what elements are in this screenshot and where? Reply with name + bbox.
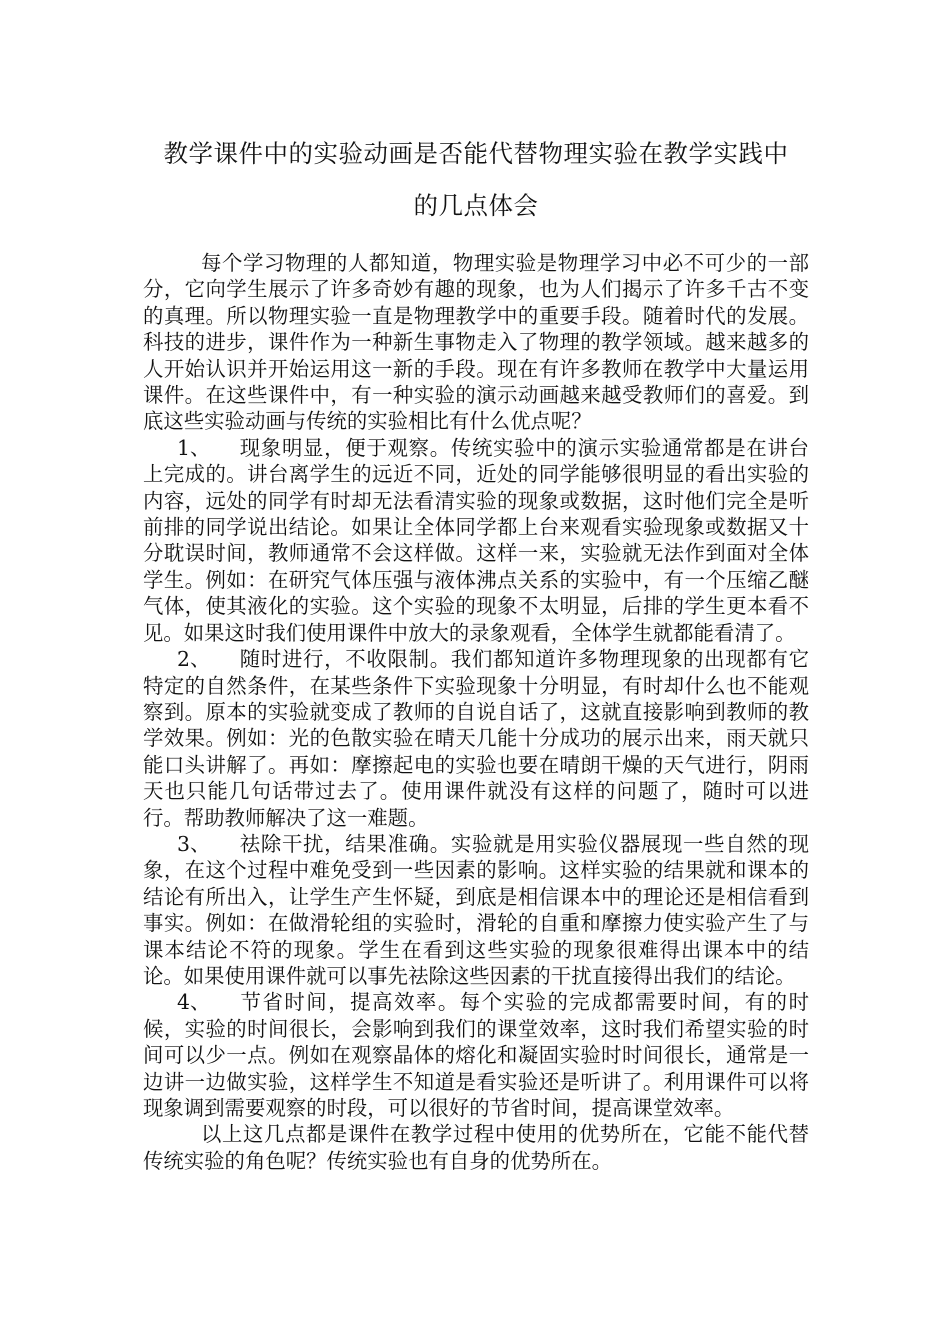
list-item-text: 现象明显，便于观察。传统实验中的演示实验通常都是在讲台上完成的。讲台离学生的远近不同，近处的同学能够很明显的看出实验的内容，远处的同学有时却无法看清实验的现象或数据，这时他们完全是听前排的同学说出结论。如果让全体同学都上台来观看实验现象或数据又十分耽误时间，教师通常不会这样做。这样一来，实验就无法作到面对全体学生。例如：在研究气体压强与液体沸点关系的实验中，有一个压缩乙醚气体，使其液化的实验。这个实验的现象不太明显，后排的学生更本看不见。如果这时我们使用课件中放大的录象观看，全体学生就都能看清了。 [143, 435, 809, 645]
list-item-text: 节省时间，提高效率。每个实验的完成都需要时间，有的时候，实验的时间很长，会影响到我们的课堂效率，这时我们希望实验的时间可以少一点。例如在观察晶体的熔化和凝固实验时时间很长，通常是一边讲一边做实验，这样学生不知道是看实验还是听讲了。利用课件可以将现象调到需要观察的时段，可以很好的节省时间，提高课堂效率。 [143, 990, 809, 1120]
list-item-number: 2、 [177, 647, 211, 672]
closing-paragraph: 以上这几点都是课件在教学过程中使用的优势所在，它能不能代替传统实验的角色呢？传统实验也有自身的优势所在。 [143, 1122, 809, 1173]
list-item-text: 祛除干扰，结果准确。实验就是用实验仪器展现一些自然的现象，在这个过程中难免受到一些因素的影响。这样实验的结果就和课本的结论有所出入，让学生产生怀疑，到底是相信课本中的理论还是相信看到事实。例如：在做滑轮组的实验时，滑轮的自重和摩擦力使实验产生了与课本结论不符的现象。学生在看到这些实验的现象很难得出课本中的结论。如果使用课件就可以事先祛除这些因素的干扰直接得出我们的结论。 [143, 831, 809, 988]
list-item-number: 4、 [177, 990, 211, 1015]
list-item-4 [143, 989, 809, 1121]
list-item-3 [143, 831, 809, 989]
title-line-2: 的几点体会 [413, 191, 539, 220]
document-page [143, 128, 809, 1174]
title-line-1: 教学课件中的实验动画是否能代替物理实验在教学实践中 [163, 139, 789, 168]
title-spacer [143, 232, 809, 250]
list-item-number: 1、 [177, 435, 211, 460]
list-item-2 [143, 646, 809, 831]
list-item-number: 3、 [177, 831, 211, 856]
document-title [143, 128, 809, 232]
intro-paragraph: 每个学习物理的人都知道，物理实验是物理学习中必不可少的一部分，它向学生展示了许多奇妙有趣的现象，也为人们揭示了许多千古不变的真理。所以物理实验一直是物理教学中的重要手段。随着时代的发展。科技的进步，课件作为一种新生事物走入了物理的教学领域。越来越多的人开始认识并开始运用这一新的手段。现在有许多教师在教学中大量运用课件。在这些课件中，有一种实验的演示动画越来越受教师们的喜爱。到底这些实验动画与传统的实验相比有什么优点呢？ [143, 251, 809, 434]
list-item-text: 随时进行，不收限制。我们都知道许多物理现象的出现都有它特定的自然条件，在某些条件下实验现象十分明显，有时却什么也不能观察到。原本的实验就变成了教师的自说自话了，这就直接影响到教师的教学效果。例如：光的色散实验在晴天几能十分成功的展示出来，雨天就只能口头讲解了。再如：摩擦起电的实验也要在晴朗干燥的天气进行，阴雨天也只能几句话带过去了。使用课件就没有这样的问题了，随时可以进行。帮助教师解决了这一难题。 [143, 647, 809, 830]
list-item-1 [143, 435, 809, 646]
